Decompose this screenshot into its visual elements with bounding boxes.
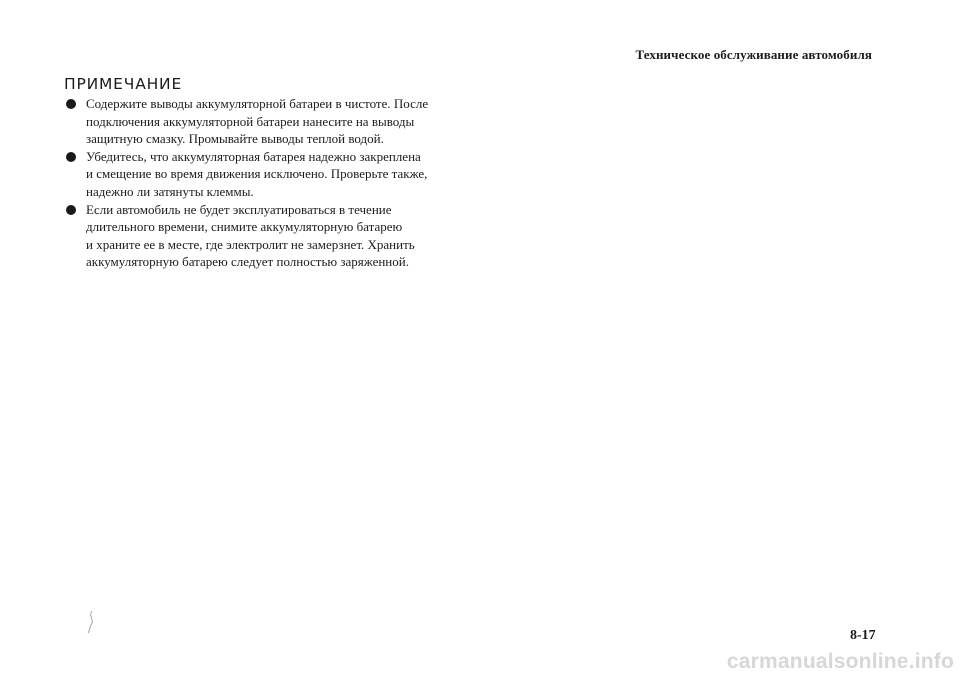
note-line: Убедитесь, что аккумуляторная батарея надежно закреплена xyxy=(86,148,421,164)
bullet-icon xyxy=(66,152,76,162)
scan-mark xyxy=(86,610,96,634)
note-line: защитную смазку. Промывайте выводы теплой водой. xyxy=(86,131,384,147)
note-item-2 xyxy=(64,148,484,201)
note-line: Если автомобиль не будет эксплуатироваться в течение xyxy=(86,201,392,217)
note-item-1 xyxy=(64,95,484,148)
note-line: длительного времени, снимите аккумуляторную батарею xyxy=(86,219,403,235)
page-header: Техническое обслуживание автомобиля xyxy=(635,47,872,62)
bullet-icon xyxy=(66,205,76,215)
page-number: 8-17 xyxy=(850,628,876,643)
note-item-3 xyxy=(64,201,484,271)
bullet-icon xyxy=(66,99,76,109)
note-line: аккумуляторную батарею следует полностью заряженной. xyxy=(86,254,409,270)
note-line: Содержите выводы аккумуляторной батареи в чистоте. После xyxy=(86,96,429,111)
note-line: и смещение во время движения исключено. Проверьте также, xyxy=(86,166,428,182)
note-line: подключения аккумуляторной батареи нанесите на выводы xyxy=(86,113,415,129)
watermark: carmanualsonline.info xyxy=(726,650,954,673)
note-block xyxy=(64,75,484,271)
note-line: надежно ли затянуты клеммы. xyxy=(86,183,254,199)
note-title: ПРИМЕЧАНИЕ xyxy=(64,75,183,93)
note-line: и храните ее в месте, где электролит не замерзнет. Хранить xyxy=(86,236,415,252)
